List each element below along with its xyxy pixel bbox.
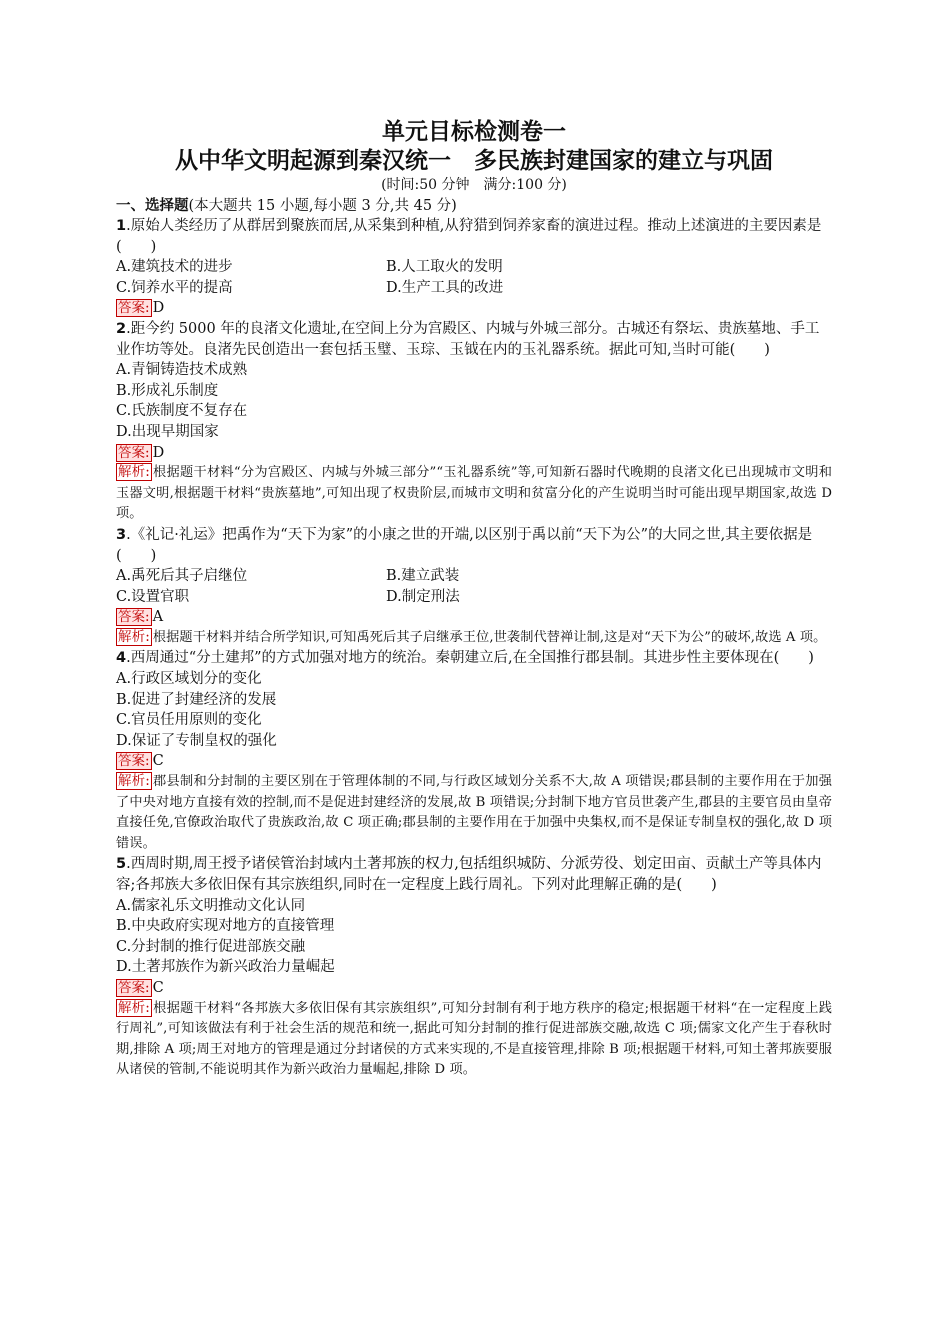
explanation bbox=[116, 772, 832, 854]
option-d: D.生产工具的改进 bbox=[386, 279, 504, 296]
option-b: B.中央政府实现对地方的直接管理 bbox=[116, 918, 335, 935]
option-b: B.人工取火的发明 bbox=[386, 259, 503, 276]
answer-value: D bbox=[152, 444, 165, 461]
question-2 bbox=[116, 319, 832, 525]
option-c: C.设置官职 bbox=[116, 588, 190, 605]
question-text: .距今约 5000 年的良渚文化遗址,在空间上分为宫殿区、内城与外城三部分。古城还有祭坛、贵族墓地、手工业作坊等处。良渚先民创造出一套包括玉璧、玉琮、玉钺在内的玉礼器系统。据此可知,当时可能( ) bbox=[116, 320, 820, 358]
question-number: 1 bbox=[116, 218, 127, 234]
option-c: C.官员任用原则的变化 bbox=[116, 712, 262, 729]
option-a: A.儒家礼乐文明推动文化认同 bbox=[116, 897, 306, 914]
section-note: (本大题共 15 小题,每小题 3 分,共 45 分) bbox=[188, 198, 457, 214]
answer-line bbox=[116, 298, 832, 319]
option-d: D.保证了专制皇权的强化 bbox=[116, 732, 277, 749]
answer-value: C bbox=[152, 753, 164, 770]
option-c: C.分封制的推行促进部族交融 bbox=[116, 938, 306, 955]
title-sub: 从中华文明起源到秦汉统一 多民族封建国家的建立与巩固 bbox=[175, 148, 773, 174]
question-stem bbox=[116, 648, 832, 669]
answer-line bbox=[116, 978, 832, 999]
option-b: B.形成礼乐制度 bbox=[116, 382, 219, 399]
option-b: B.促进了封建经济的发展 bbox=[116, 691, 277, 708]
option-d: D.土著邦族作为新兴政治力量崛起 bbox=[116, 959, 335, 976]
answer-label: 答案: bbox=[118, 979, 150, 996]
answer-value: A bbox=[152, 609, 164, 626]
explain-text: 根据题干材料“分为宫殿区、内城与外城三部分”“玉礼器系统”等,可知新石器时代晚期的良渚文化已出现城市文明和玉器文明,根据题干材料“贵族墓地”,可知出现了权贵阶层,而城市文明和贫富分化的产生说明当时可能出现早期国家,故选 D 项。 bbox=[116, 465, 832, 522]
explain-text: 郡县制和分封制的主要区别在于管理体制的不同,与行政区域划分关系不大,故 A 项错误;郡县制的主要作用在于加强了中央对地方直接有效的控制,而不是促进封建经济的发展,故 B 项错误;分封制下地方官员世袭产生,郡县的主要官员由皇帝直接任免,官僚政治取代了贵族政治,故 C 项正确;郡县制的主要作用在于加强中央集权,而不是保证专制皇权的强化,故 D 项错误。 bbox=[116, 774, 832, 851]
option-d: D.出现早期国家 bbox=[116, 423, 219, 440]
document-page bbox=[116, 118, 832, 1081]
explanation bbox=[116, 463, 832, 525]
option-a: A.青铜铸造技术成熟 bbox=[116, 362, 248, 379]
question-stem bbox=[116, 525, 832, 566]
exam-time-score: (时间:50 分钟 满分:100 分) bbox=[381, 177, 567, 193]
answer-label: 答案: bbox=[118, 444, 150, 461]
explanation bbox=[116, 999, 832, 1081]
options-row bbox=[116, 566, 832, 587]
answer-line bbox=[116, 607, 832, 628]
explain-label: 解析: bbox=[118, 999, 150, 1016]
option-a: A.行政区域划分的变化 bbox=[116, 671, 262, 688]
question-5 bbox=[116, 854, 832, 1081]
explanation bbox=[116, 628, 832, 649]
question-text: .西周通过“分土建邦”的方式加强对地方的统治。秦朝建立后,在全国推行郡县制。其进步性主要体现在( ) bbox=[126, 650, 814, 667]
option-c: C.氏族制度不复存在 bbox=[116, 403, 248, 420]
options-row bbox=[116, 587, 832, 608]
answer-value: D bbox=[152, 300, 165, 317]
section-title: 一、选择题 bbox=[116, 198, 189, 214]
option-a: A.禹死后其子启继位 bbox=[116, 568, 248, 585]
option-b: B.建立武装 bbox=[386, 568, 460, 585]
explain-label: 解析: bbox=[118, 773, 150, 790]
explain-text: 根据题干材料并结合所学知识,可知禹死后其子启继承王位,世袭制代替禅让制,这是对“天下为公”的破坏,故选 A 项。 bbox=[152, 629, 827, 645]
title-main: 单元目标检测卷一 bbox=[382, 119, 566, 145]
option-a: A.建筑技术的进步 bbox=[116, 259, 233, 276]
question-text: .《礼记·礼运》把禹作为“天下为家”的小康之世的开端,以区别于禹以前“天下为公”的大同之世,其主要依据是( ) bbox=[116, 526, 813, 564]
answer-label: 答案: bbox=[118, 753, 150, 770]
section-heading bbox=[116, 196, 832, 216]
question-number: 2 bbox=[116, 320, 127, 337]
answer-line bbox=[116, 751, 832, 772]
question-stem bbox=[116, 216, 832, 257]
explain-label: 解析: bbox=[118, 628, 150, 645]
option-c: C.饲养水平的提高 bbox=[116, 279, 233, 296]
question-1 bbox=[116, 216, 832, 319]
question-stem bbox=[116, 854, 832, 895]
question-text: .西周时期,周王授予诸侯管治封域内土著邦族的权力,包括组织城防、分派劳役、划定田亩、贡献土产等具体内容;各邦族大多依旧保有其宗族组织,同时在一定程度上践行周礼。下列对此理解正确的是( ) bbox=[116, 856, 822, 893]
question-4 bbox=[116, 648, 832, 854]
options-row bbox=[116, 278, 832, 299]
question-number: 3 bbox=[116, 526, 127, 543]
question-number: 5 bbox=[116, 856, 127, 873]
answer-line bbox=[116, 443, 832, 464]
options-row bbox=[116, 257, 832, 278]
answer-value: C bbox=[152, 979, 164, 996]
option-d: D.制定刑法 bbox=[386, 588, 460, 605]
explain-text: 根据题干材料“各邦族大多依旧保有其宗族组织”,可知分封制有利于地方秩序的稳定;根据题干材料“在一定程度上践行周礼”,可知该做法有利于社会生活的规范和统一,据此可知分封制的推行促进部族交融,故选 C 项;儒家文化产生于春秋时期,排除 A 项;周王对地方的管理是通过分封诸侯的方式来实现的,不是直接管理,排除 B 项;根据题干材料,可知土著邦族要服从诸侯的管制,不能说明其作为新兴政治力量崛起,排除 D 项。 bbox=[116, 1000, 832, 1078]
answer-label: 答案: bbox=[118, 609, 150, 626]
answer-label: 答案: bbox=[118, 300, 150, 317]
question-number: 4 bbox=[116, 650, 127, 667]
explain-label: 解析: bbox=[118, 464, 150, 481]
question-3 bbox=[116, 525, 832, 649]
question-stem bbox=[116, 319, 832, 360]
question-text: .原始人类经历了从群居到聚族而居,从采集到种植,从狩猎到饲养家畜的演进过程。推动上述演进的主要因素是( ) bbox=[116, 218, 822, 255]
